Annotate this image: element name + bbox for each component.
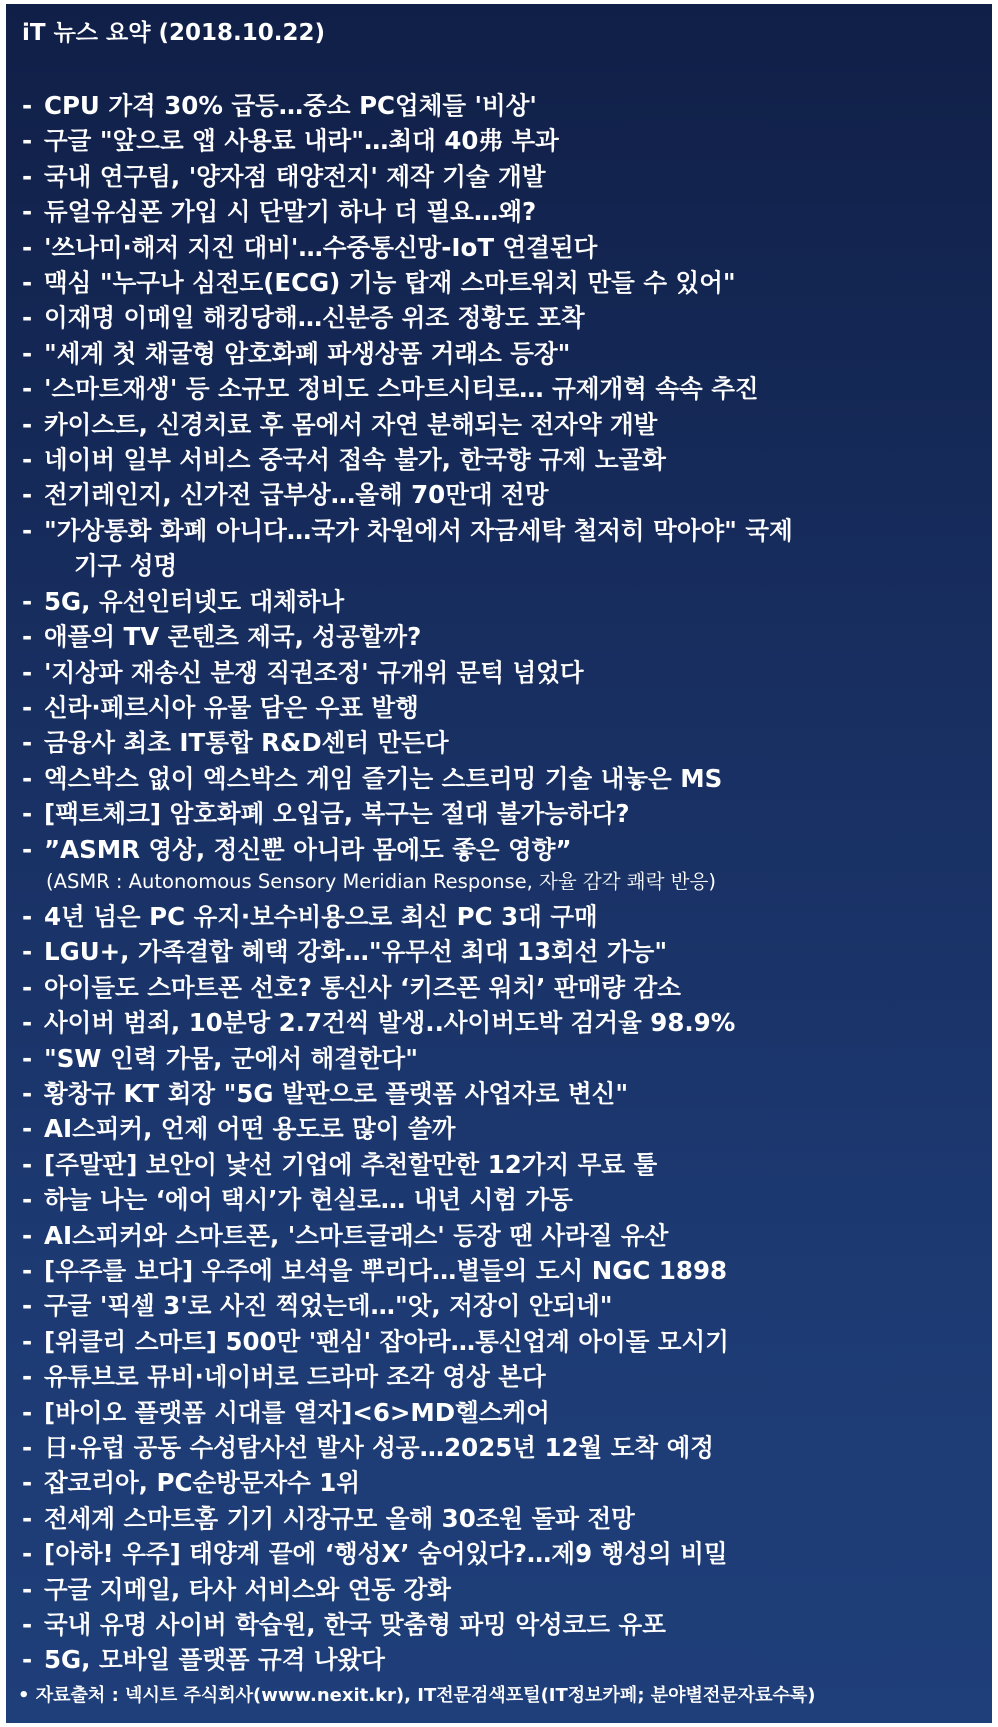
news-item-text: '스마트재생' 등 소규모 정비도 스마트시티로… 규제개혁 속속 추진 [44, 374, 759, 404]
bullet-dash: - [22, 1326, 33, 1356]
bullet-dash: - [22, 834, 33, 864]
bullet-dash: - [22, 1185, 33, 1215]
news-item-text: 이재명 이메일 해킹당해…신분증 위조 정황도 포착 [44, 303, 585, 333]
bullet-dash: - [22, 1610, 33, 1640]
bullet-dash: - [22, 303, 33, 333]
bullet-dash: - [22, 161, 33, 191]
bullet-dash: - [22, 1256, 33, 1285]
source-credit: • 자료출처 : 넥시트 주식회사(www.nexit.kr), IT전문검색포털(IT정보카페; 분야별전문자료수록) [18, 1685, 816, 1706]
news-item-text: [주말판] 보안이 낯선 기업에 추천할만한 12가지 무료 툴 [44, 1149, 658, 1179]
news-item-text: "SW 인력 가뭄, 군에서 해결한다" [44, 1043, 418, 1073]
news-item [22, 513, 972, 584]
news-item [22, 1076, 972, 1111]
bullet-dash: - [22, 374, 33, 404]
bullet-dash: - [22, 799, 33, 829]
bullet-dash: - [22, 232, 33, 262]
bullet-dash: - [22, 1539, 33, 1569]
bullet-dash: - [22, 972, 33, 1002]
news-item [22, 407, 972, 442]
news-item-text: "가상통화 화폐 아니다…국가 차원에서 자금세탁 철저히 막아야" 국제 [44, 515, 793, 545]
news-item-text: 금융사 최초 IT통합 R&D센터 만든다 [44, 728, 449, 758]
news-item [22, 336, 972, 371]
news-item [22, 584, 972, 619]
bullet-dash: - [22, 937, 33, 967]
news-item-text: '쓰나미·해저 지진 대비'…수중통신망-IoT 연결된다 [44, 232, 598, 262]
news-item-text: 유튜브로 뮤비·네이버로 드라마 조각 영상 본다 [44, 1362, 546, 1392]
news-item [22, 1288, 972, 1323]
news-item-text: 애플의 TV 콘텐츠 제국, 성공할까? [44, 622, 422, 652]
bullet-dash: - [22, 763, 33, 793]
news-item [22, 300, 972, 335]
news-item [22, 1572, 972, 1607]
news-item [22, 619, 972, 654]
news-item [22, 123, 972, 158]
news-item [22, 1607, 972, 1642]
news-item-text: 맥심 "누구나 심전도(ECG) 기능 탑재 스마트워치 만들 수 있어" [44, 268, 736, 298]
bullet-dash: - [22, 657, 33, 687]
news-item-text: [아하! 우주] 태양계 끝에 ‘행성X’ 숨어있다?…제9 행성의 비밀 [44, 1539, 728, 1569]
news-item-text: '지상파 재송신 분쟁 직권조정' 규개위 문턱 넘었다 [44, 657, 584, 687]
asmr-note: (ASMR : Autonomous Sensory Meridian Response, 자율 감각 쾌락 반응) [46, 869, 716, 893]
news-item [22, 1536, 972, 1571]
news-item [22, 265, 972, 300]
news-item [22, 1359, 972, 1394]
bullet-dash: - [22, 126, 33, 156]
news-item [22, 1501, 972, 1536]
page-title: iT 뉴스 요약 (2018.10.22) [22, 20, 325, 46]
news-item [22, 899, 972, 934]
news-item [22, 934, 972, 969]
news-item [22, 832, 972, 895]
news-item-text: 네이버 일부 서비스 중국서 접속 불가, 한국향 규제 노골화 [44, 445, 666, 475]
news-item [22, 194, 972, 229]
news-summary-panel [6, 4, 992, 1723]
news-item-text: 잡코리아, PC순방문자수 1위 [44, 1468, 361, 1498]
news-item [22, 371, 972, 406]
news-item-text: ”ASMR 영상, 정신뿐 아니라 몸에도 좋은 영향” [44, 834, 572, 864]
bullet-dash: - [22, 1008, 33, 1038]
news-item-text: CPU 가격 30% 급등…중소 PC업체들 '비상' [44, 91, 537, 120]
bullet-dash: - [22, 268, 33, 298]
bullet-dash: - [22, 91, 33, 120]
news-item-text: 전기레인지, 신가전 급부상…올해 70만대 전망 [44, 480, 549, 510]
news-item-text: [우주를 보다] 우주에 보석을 뿌리다…별들의 도시 NGC 1898 [44, 1256, 728, 1285]
news-item [22, 1041, 972, 1076]
bullet-dash: - [22, 515, 33, 545]
news-item [22, 1111, 972, 1146]
bullet-dash: - [22, 1397, 33, 1427]
news-item [22, 1218, 972, 1253]
news-item-text-continuation: 기구 성명 [74, 551, 178, 581]
news-item [22, 477, 972, 512]
news-item [22, 1324, 972, 1359]
news-item-text: [바이오 플랫폼 시대를 열자]<6>MD헬스케어 [44, 1397, 550, 1427]
bullet-dash: - [22, 901, 33, 931]
news-item [22, 1465, 972, 1500]
news-item-text: 4년 넘은 PC 유지·보수비용으로 최신 PC 3대 구매 [44, 901, 598, 931]
news-item [22, 442, 972, 477]
news-item-text: 황창규 KT 회장 "5G 발판으로 플랫폼 사업자로 변신" [44, 1078, 629, 1108]
news-item [22, 159, 972, 194]
bullet-dash: - [22, 1291, 33, 1321]
news-item-text: 전세계 스마트홈 기기 시장규모 올해 30조원 돌파 전망 [44, 1503, 635, 1533]
bullet-dash: - [22, 1574, 33, 1604]
bullet-dash: - [22, 1220, 33, 1250]
news-item [22, 655, 972, 690]
news-item-text: AI스피커와 스마트폰, '스마트글래스' 등장 땐 사라질 유산 [44, 1220, 669, 1250]
bullet-dash: - [22, 1503, 33, 1533]
bullet-dash: - [22, 409, 33, 439]
news-item-text: 구글 지메일, 타사 서비스와 연동 강화 [44, 1574, 451, 1604]
bullet-dash: - [22, 1114, 33, 1144]
news-item-text: "세계 첫 채굴형 암호화폐 파생상품 거래소 등장" [44, 338, 571, 368]
news-item-text: 엑스박스 없이 엑스박스 게임 즐기는 스트리밍 기술 내놓은 MS [44, 763, 723, 793]
news-item [22, 1430, 972, 1465]
news-item-text: 하늘 나는 ‘에어 택시’가 현실로… 내년 시험 가동 [44, 1185, 573, 1215]
bullet-dash: - [22, 197, 33, 227]
news-item [22, 690, 972, 725]
news-item-text: 구글 '픽셀 3'로 사진 찍었는데…"앗, 저장이 안되네" [44, 1291, 613, 1321]
bullet-dash: - [22, 1078, 33, 1108]
news-item [22, 1642, 972, 1677]
news-item-text: 사이버 범죄, 10분당 2.7건씩 발생..사이버도박 검거율 98.9% [44, 1008, 736, 1038]
news-item-text: 구글 "앞으로 앱 사용료 내라"…최대 40弗 부과 [44, 126, 559, 156]
bullet-dash: - [22, 1362, 33, 1392]
bullet-dash: - [22, 1468, 33, 1498]
news-item-text: 카이스트, 신경치료 후 몸에서 자연 분해되는 전자약 개발 [44, 409, 658, 439]
news-list [22, 88, 972, 1678]
news-item-text: 국내 연구팀, '양자점 태양전지' 제작 기술 개발 [44, 161, 546, 191]
news-item-text: 아이들도 스마트폰 선호? 통신사 ‘키즈폰 워치’ 판매량 감소 [44, 972, 681, 1002]
news-item [22, 1395, 972, 1430]
bullet-dash: - [22, 480, 33, 510]
bullet-dash: - [22, 586, 33, 616]
news-item [22, 1182, 972, 1217]
news-item-text: 국내 유명 사이버 학습원, 한국 맞춤형 파밍 악성코드 유포 [44, 1610, 666, 1640]
news-item [22, 88, 972, 123]
news-item [22, 230, 972, 265]
news-item-text: 신라·페르시아 유물 담은 우표 발행 [44, 692, 419, 722]
news-item-text: LGU+, 가족결합 혜택 강화…"유무선 최대 13회선 가능" [44, 937, 668, 967]
news-item-text: [위클리 스마트] 500만 '팬심' 잡아라…통신업계 아이돌 모시기 [44, 1326, 729, 1356]
bullet-dash: - [22, 622, 33, 652]
news-item-text: 日·유럽 공동 수성탐사선 발사 성공…2025년 12월 도착 예정 [44, 1433, 714, 1463]
news-item-text: 5G, 유선인터넷도 대체하나 [44, 586, 345, 616]
news-item [22, 1005, 972, 1040]
news-item [22, 1147, 972, 1182]
bullet-dash: - [22, 1149, 33, 1179]
news-item [22, 796, 972, 831]
news-item [22, 1253, 972, 1288]
bullet-dash: - [22, 1433, 33, 1463]
bullet-dash: - [22, 728, 33, 758]
news-item [22, 970, 972, 1005]
news-item [22, 761, 972, 796]
news-item-text: 5G, 모바일 플랫폼 규격 나왔다 [44, 1645, 385, 1675]
news-item-text: 듀얼유심폰 가입 시 단말기 하나 더 필요…왜? [44, 197, 537, 227]
news-item [22, 725, 972, 760]
news-item-text: AI스피커, 언제 어떤 용도로 많이 쓸까 [44, 1114, 456, 1144]
bullet-dash: - [22, 1645, 33, 1675]
bullet-dash: - [22, 692, 33, 722]
bullet-dash: - [22, 445, 33, 475]
bullet-dash: - [22, 338, 33, 368]
news-item-text: [팩트체크] 암호화폐 오입금, 복구는 절대 불가능하다? [44, 799, 630, 829]
bullet-dash: - [22, 1043, 33, 1073]
